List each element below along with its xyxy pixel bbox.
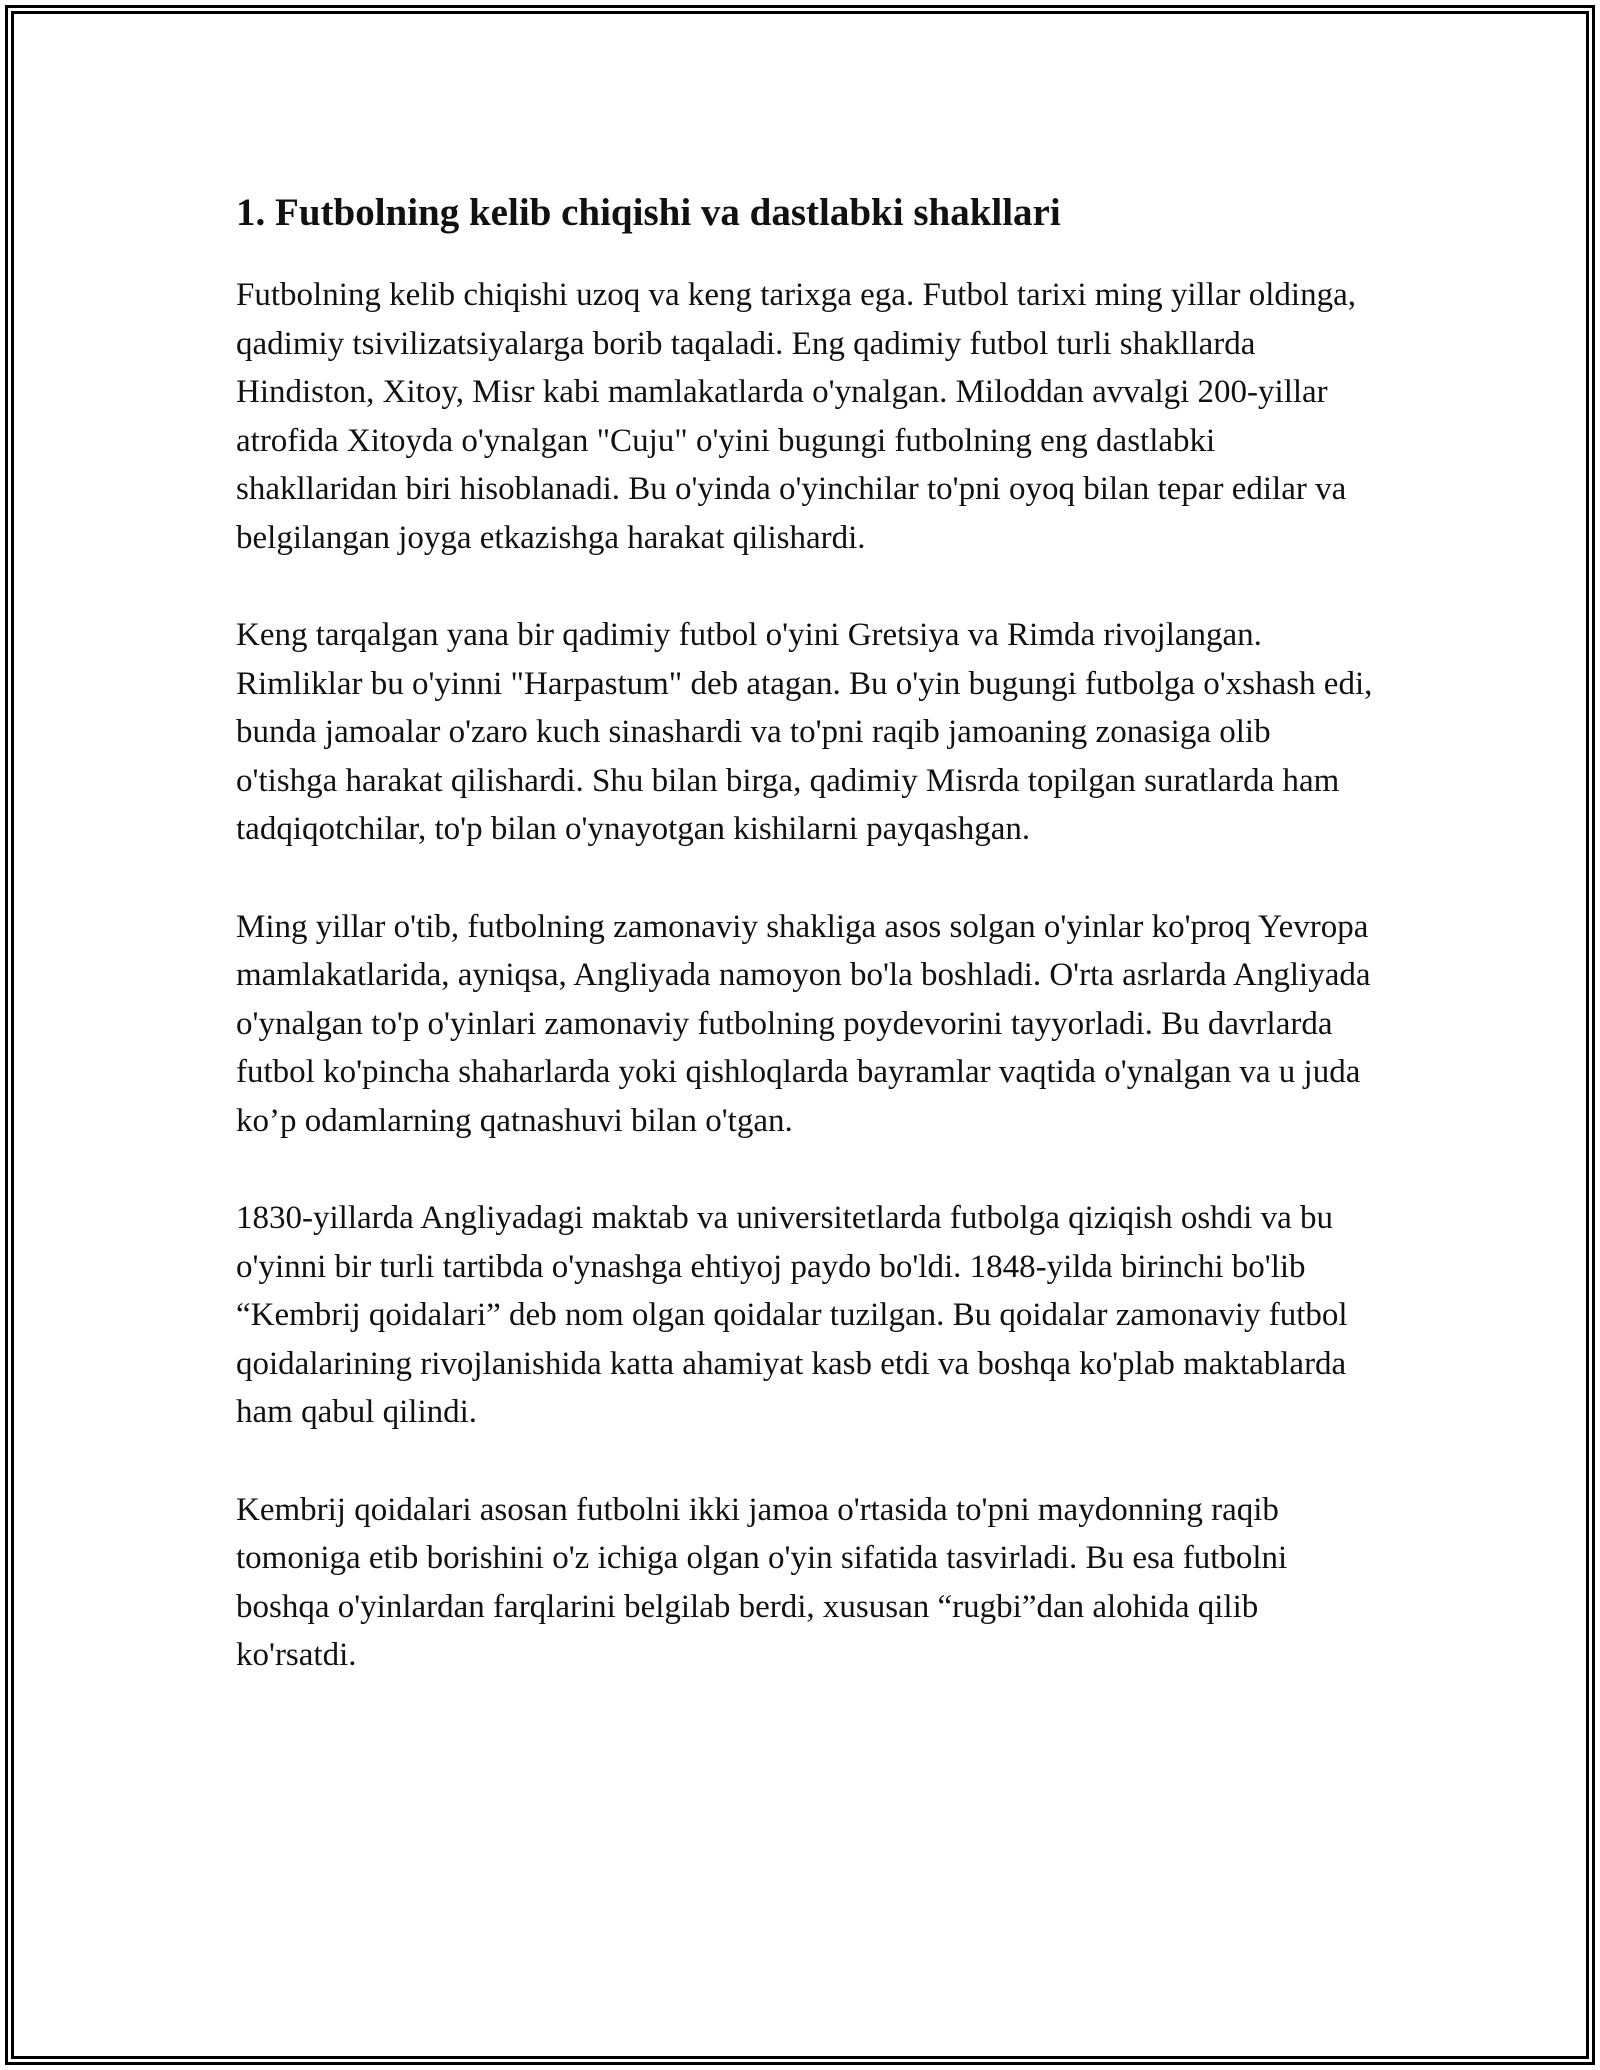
paragraph-5: Kembrij qoidalari asosan futbolni ikki jamoa o'rtasida to'pni maydonning raqib tomoniga etib borishini o'z ichiga olgan o'yin sifatida tasvirladi. Bu esa futbolni boshqa o'yinlardan farqlarini belgilab berdi, xususan “rugbi”dan alohida qilib ko'rsatdi. [236,1491,1288,1673]
paragraph-1: Futbolning kelib chiqishi uzoq va keng tarixga ega. Futbol tarixi ming yillar oldinga, qadimiy tsivilizatsiyalarga borib taqaladi. Eng qadimiy futbol turli shakllarda Hindiston, Xitoy, Misr kabi mamlakatlarda o'ynalgan. Miloddan avvalgi 200-yillar atrofida Xitoyda o'ynalgan "Cuju" o'yini bugungi futbolning eng dastlabki shakllaridan biri hisoblanadi. Bu o'yinda o'yinchilar to'pni oyoq bilan tepar edilar va belgilangan joyga etkazishga harakat qilishardi. [236,277,1356,556]
section-heading: 1. Futbolning kelib chiqishi va dastlabki shakllari [236,191,1061,234]
paragraph-2: Keng tarqalgan yana bir qadimiy futbol o'yini Gretsiya va Rimda rivojlangan. Rimliklar bu o'yinni "Harpastum" deb atagan. Bu o'yin bugungi futbolga o'xshash edi, bunda jamoalar o'zaro kuch sinashardi va to'pni raqib jamoaning zonasiga olib o'tishga harakat qilishardi. Shu bilan birga, qadimiy Misrda topilgan suratlarda ham tadqiqotchilar, to'p bilan o'ynayotgan kishilarni payqashgan. [236,617,1373,847]
paragraph-4: 1830-yillarda Angliyadagi maktab va universitetlarda futbolga qiziqish oshdi va bu o'yinni bir turli tartibda o'ynashga ehtiyoj paydo bo'ldi. 1848-yilda birinchi bo'lib “Kembrij qoidalari” deb nom olgan qoidalar tuzilgan. Bu qoidalar zamonaviy futbol qoidalarining rivojlanishida katta ahamiyat kasb etdi va boshqa ko'plab maktablarda ham qabul qilindi. [236,1200,1348,1430]
document-body [236,185,1376,1729]
paragraph-3: Ming yillar o'tib, futbolning zamonaviy shakliga asos solgan o'yinlar ko'proq Yevropa mamlakatlarida, ayniqsa, Angliyada namoyon bo'la boshladi. O'rta asrlarda Angliyada o'ynalgan to'p o'yinlari zamonaviy futbolning poydevorini tayyorladi. Bu davrlarda futbol ko'pincha shaharlarda yoki qishloqlarda bayramlar vaqtida o'ynalgan va u juda ko’p odamlarning qatnashuvi bilan o'tgan. [236,908,1371,1139]
